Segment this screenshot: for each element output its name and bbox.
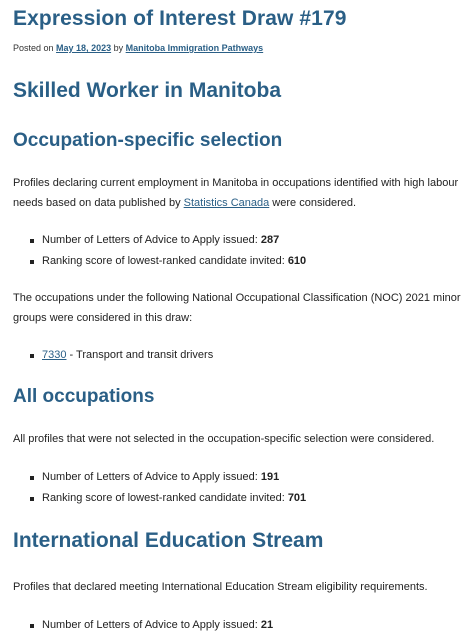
noc-description: The occupations under the following National Occupational Classification (NOC) 2021 minor groups were considered in this draw: xyxy=(13,292,461,324)
all-occupations-description: All profiles that were not selected in the occupation-specific selection were considered. xyxy=(13,433,435,445)
description-text: Profiles declaring current employment in Manitoba in occupations identified with high labour needs based on data published by xyxy=(13,177,459,209)
noc-code-link[interactable]: 7330 xyxy=(42,349,67,361)
bullet-icon xyxy=(30,260,34,264)
author-link[interactable]: Manitoba Immigration Pathways xyxy=(125,43,264,53)
bullet-icon xyxy=(30,239,34,243)
list-item xyxy=(13,230,306,251)
post-meta xyxy=(13,43,263,53)
description-text-end: were considered. xyxy=(269,197,357,209)
list-item xyxy=(13,251,306,272)
post-title: Expression of Interest Draw #179 xyxy=(13,7,347,30)
bullet-icon xyxy=(30,497,34,501)
posted-on-label: Posted on xyxy=(13,43,54,53)
list-item xyxy=(13,345,213,366)
occupation-specific-results xyxy=(13,230,306,272)
noc-list xyxy=(13,345,213,366)
list-item xyxy=(13,488,306,509)
international-education-description: Profiles that declared meeting International Education Stream eligibility requirements. xyxy=(13,581,428,593)
all-occupations-heading: All occupations xyxy=(13,386,155,407)
result-label: Number of Letters of Advice to Apply issued: xyxy=(42,619,261,631)
result-value: 287 xyxy=(260,234,280,246)
occupation-specific-heading: Occupation-specific selection xyxy=(13,130,283,151)
occupation-specific-description xyxy=(13,173,468,213)
list-item xyxy=(13,467,306,488)
result-label: Ranking score of lowest-ranked candidate invited: xyxy=(42,492,288,504)
skilled-worker-heading: Skilled Worker in Manitoba xyxy=(13,79,281,102)
result-value: 701 xyxy=(287,492,307,504)
list-item xyxy=(13,615,273,636)
post-date-link[interactable]: May 18, 2023 xyxy=(56,43,112,53)
result-value: 191 xyxy=(260,471,280,483)
result-label: Ranking score of lowest-ranked candidate invited: xyxy=(42,255,288,267)
noc-description-text: - Transport and transit drivers xyxy=(66,349,214,361)
all-occupations-results xyxy=(13,467,306,509)
result-label: Number of Letters of Advice to Apply issued: xyxy=(42,234,261,246)
result-value: 610 xyxy=(287,255,307,267)
statistics-canada-link[interactable]: Statistics Canada xyxy=(183,197,270,209)
bullet-icon xyxy=(30,476,34,480)
international-education-results xyxy=(13,615,273,636)
bullet-icon xyxy=(30,624,34,628)
international-education-heading: International Education Stream xyxy=(13,529,324,552)
result-value: 21 xyxy=(260,619,274,631)
result-label: Number of Letters of Advice to Apply issued: xyxy=(42,471,261,483)
bullet-icon xyxy=(30,354,34,358)
by-label: by xyxy=(113,43,124,53)
